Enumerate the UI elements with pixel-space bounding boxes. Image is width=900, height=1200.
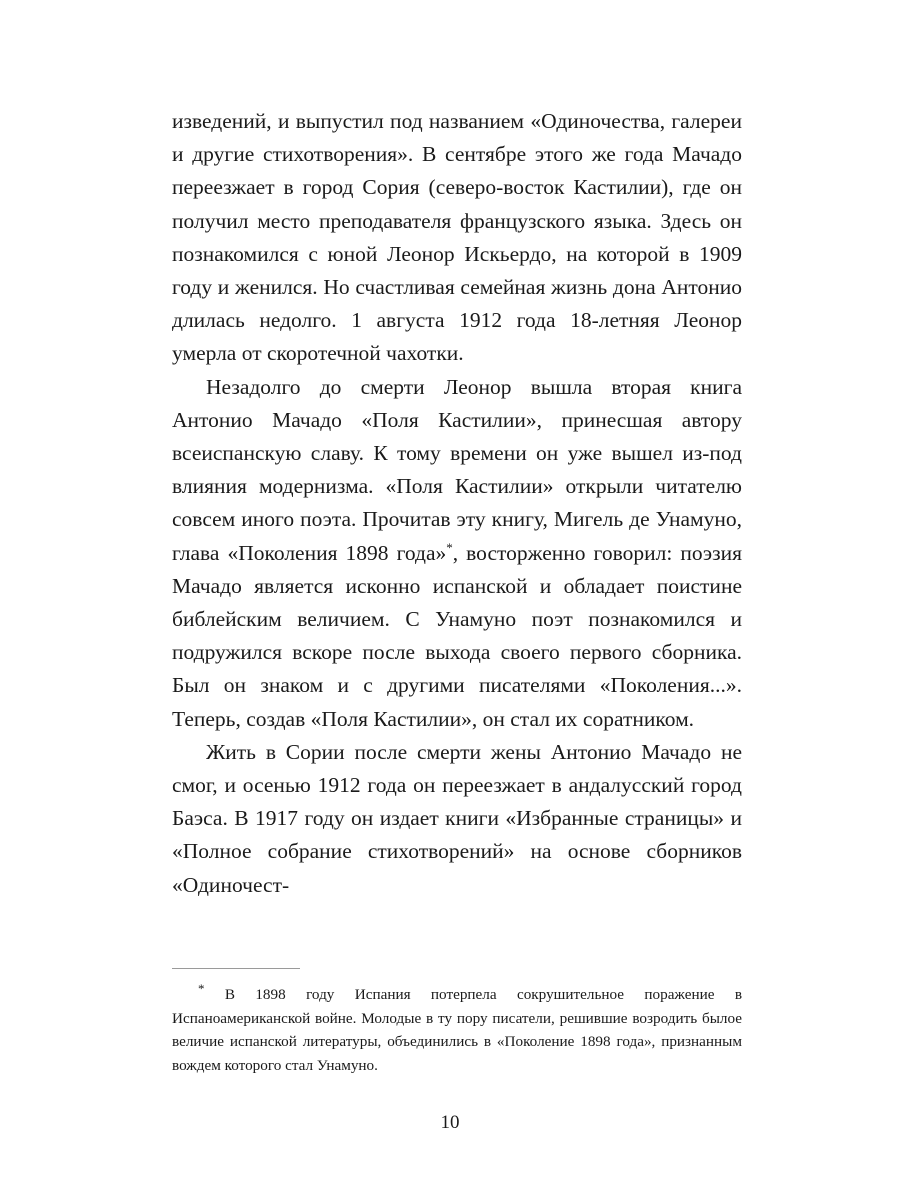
footnote-body bbox=[172, 980, 742, 1077]
footnote-reference-marker: * bbox=[446, 539, 453, 555]
footnote-area bbox=[172, 968, 742, 1077]
paragraph-2 bbox=[172, 371, 742, 736]
paragraph-1: изведений, и выпустил под названием «Одиночества, галереи и другие стихотворения». В сентябре этого же года Мачадо переезжает в город Сория (северо-восток Кастилии), где он получил место преподавателя французского языка. Здесь он познакомился с юной Леонор Искьердо, на которой в 1909 году и женился. Но счастливая семейная жизнь дона Антонио длилась недолго. 1 августа 1912 года 18-летняя Леонор умерла от скоротечной чахотки. bbox=[172, 109, 742, 366]
paragraph-2-text-after-footnote: , восторженно говорил: поэзия Мачадо является исконно испанской и обладает поистине библейским величием. С Унамуно поэт познакомился и подружился вскоре после выхода своего первого сборника. Был он знаком и с другими писателями «Поколения...». Теперь, создав «Поля Кастилии», он стал их соратником. bbox=[172, 540, 742, 731]
footnote-text bbox=[172, 980, 742, 1077]
footnote-marker: * bbox=[198, 980, 205, 996]
footnote-separator-rule bbox=[172, 968, 300, 969]
paragraph-2-text-before-footnote: Незадолго до смерти Леонор вышла вторая книга Антонио Мачадо «Поля Кастилии», принесшая автору всеиспанскую славу. К тому времени он уже вышел из-под влияния модернизма. «Поля Кастилии» открыли читателю совсем иного поэта. Прочитав эту книгу, Мигель де Унамуно, глава «Поколения 1898 года» bbox=[172, 374, 742, 565]
page-number: 10 bbox=[440, 1112, 460, 1133]
paragraph-3: Жить в Сории после смерти жены Антонио Мачадо не смог, и осенью 1912 года он переезжает в андалусский город Баэса. В 1917 году он издает книги «Избранные страницы» и «Полное собрание стихотворений» на основе сборников «Одиночест- bbox=[172, 739, 742, 897]
page-body bbox=[172, 105, 742, 902]
footnote-content: В 1898 году Испания потерпела сокрушительное поражение в Испаноамериканской войне. Молодые в ту пору писатели, решившие возродить былое величие испанской литературы, объединились в «Поколение 1898 года», признанным вождем которого стал Унамуно. bbox=[172, 986, 742, 1074]
